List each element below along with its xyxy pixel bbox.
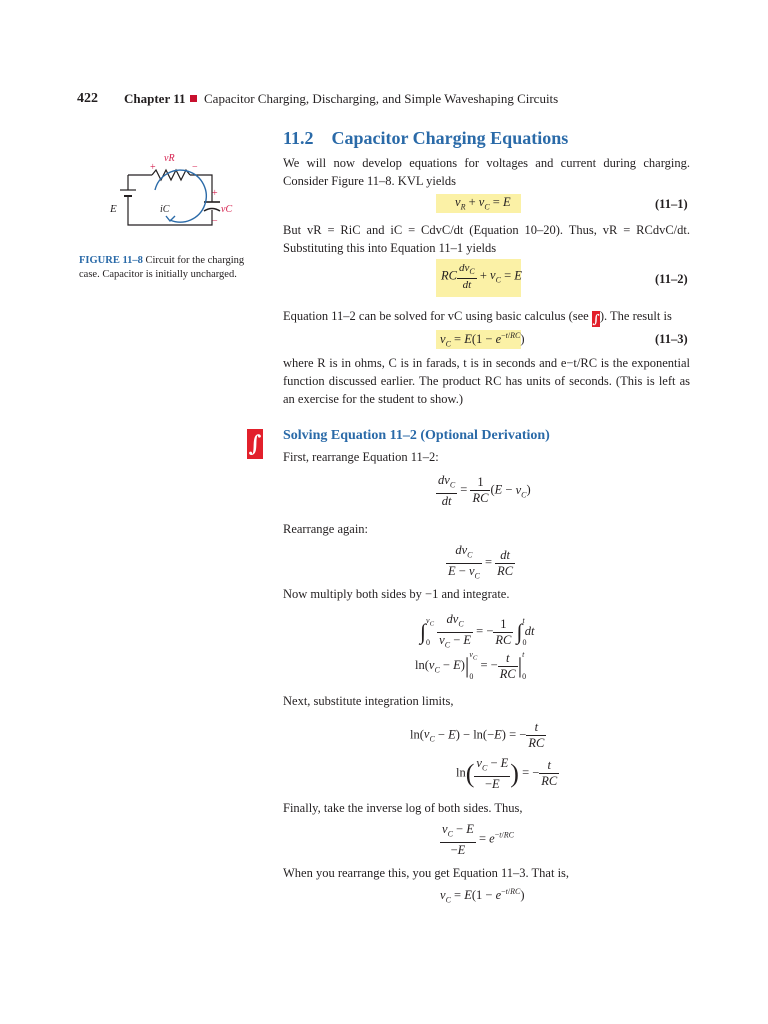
figure-caption [79,254,259,282]
solve-paragraph: Equation 11–2 can be solved for vC using basic calculus (see ∫). The result is [283,309,672,326]
eq2-label: (11–2) [655,272,688,286]
equation-11-3: $v_C = E(1 - e^{-t/RC})$ [440,331,525,349]
derivation-step-4: Next, substitute integration limits, [283,694,454,708]
section-title: 11.2 Capacitor Charging Equations [283,128,569,148]
svg-text:+: + [150,162,156,173]
derivation-eq-3: $\int_0^{v_C}$ $\frac{dv_C}{v_C - E}$ = − $\frac{1}{RC}$ $\int_0^tdt$ [420,612,535,649]
derivation-eq-7: $\frac{v_C - E}{-E}$ = $e^{-t/RC}$ [442,822,514,857]
page-number: 422 [77,91,98,106]
integral-marker-icon: ∫ [248,431,262,457]
equation-11-1: $v_R + v_C = E$ [455,195,511,212]
circuit-diagram [100,150,250,240]
derivation-eq-1: $\frac{dv_C}{dt}$ = $\frac{1}{RC}$ $(E - v_C)$ [438,473,531,508]
svg-text:vR: vR [164,153,175,164]
svg-text:iC: iC [160,204,170,215]
figure-caption-text: Circuit for the charging case. Capacitor is initially uncharged. [79,255,245,280]
derivation-eq-8: $v_C = E(1 - e^{-t/RC})$ [440,887,525,905]
derivation-step-1: First, rearrange Equation 11–2: [283,450,439,464]
intro-paragraph: We will now develop equations for voltages and current during charging. Consider Figure 11–8. KVL yields [283,156,690,188]
kvl-paragraph: But vR = RiC and iC = CdvC/dt (Equation 10–20). Thus, vR = RCdvC/dt. Substituting this into Equation 11–1 yields [283,223,690,255]
derivation-eq-5: $\ln(v_C - E) - \ln(-E)$ = − $\frac{t}{RC}$ [410,720,545,750]
eq1-label: (11–1) [655,197,688,211]
svg-text:−: − [192,162,198,173]
integral-icon: ∫ [592,312,600,326]
header-square-icon [190,95,197,102]
svg-text:+: + [212,188,218,199]
svg-text:vC: vC [221,204,233,215]
svg-text:−: − [212,216,218,227]
chapter-label: Chapter 11 [124,91,186,106]
figure-label: FIGURE 11–8 [79,255,143,266]
derivation-eq-2: $\frac{dv_C}{E - v_C}$ = $\frac{dt}{RC}$ [448,543,514,580]
derivation-step-5: Finally, take the inverse log of both sides. Thus, [283,801,523,815]
svg-text:E: E [110,203,117,215]
derivation-step-3: Now multiply both sides by −1 and integrate. [283,587,510,601]
derivation-eq-4: $\ln(v_C - E)|_0^{v_C}$ = − $\frac{t}{RC}$ $|_0^t$ [415,650,527,681]
chapter-title: Capacitor Charging, Discharging, and Simple Waveshaping Circuits [204,91,559,106]
derivation-step-6: When you rearrange this, you get Equation 11–3. That is, [283,866,570,880]
derivation-step-2: Rearrange again: [283,522,369,536]
derivation-eq-6: ln( $\frac{v_C - E}{-E}$ ) = − $\frac{t}{RC}$ [456,756,558,791]
eq3-label: (11–3) [655,332,688,346]
derivation-title: Solving Equation 11–2 (Optional Derivation) [283,428,550,443]
units-paragraph: where R is in ohms, C is in farads, t is in seconds and e−t/RC is the exponential function discussed earlier. The product RC has units of seconds. (This is left as an exercise for the student to show.) [283,356,690,406]
equation-11-2: RC $\frac{dv_C}{dt}$ + $v_C = E$ [441,262,522,292]
